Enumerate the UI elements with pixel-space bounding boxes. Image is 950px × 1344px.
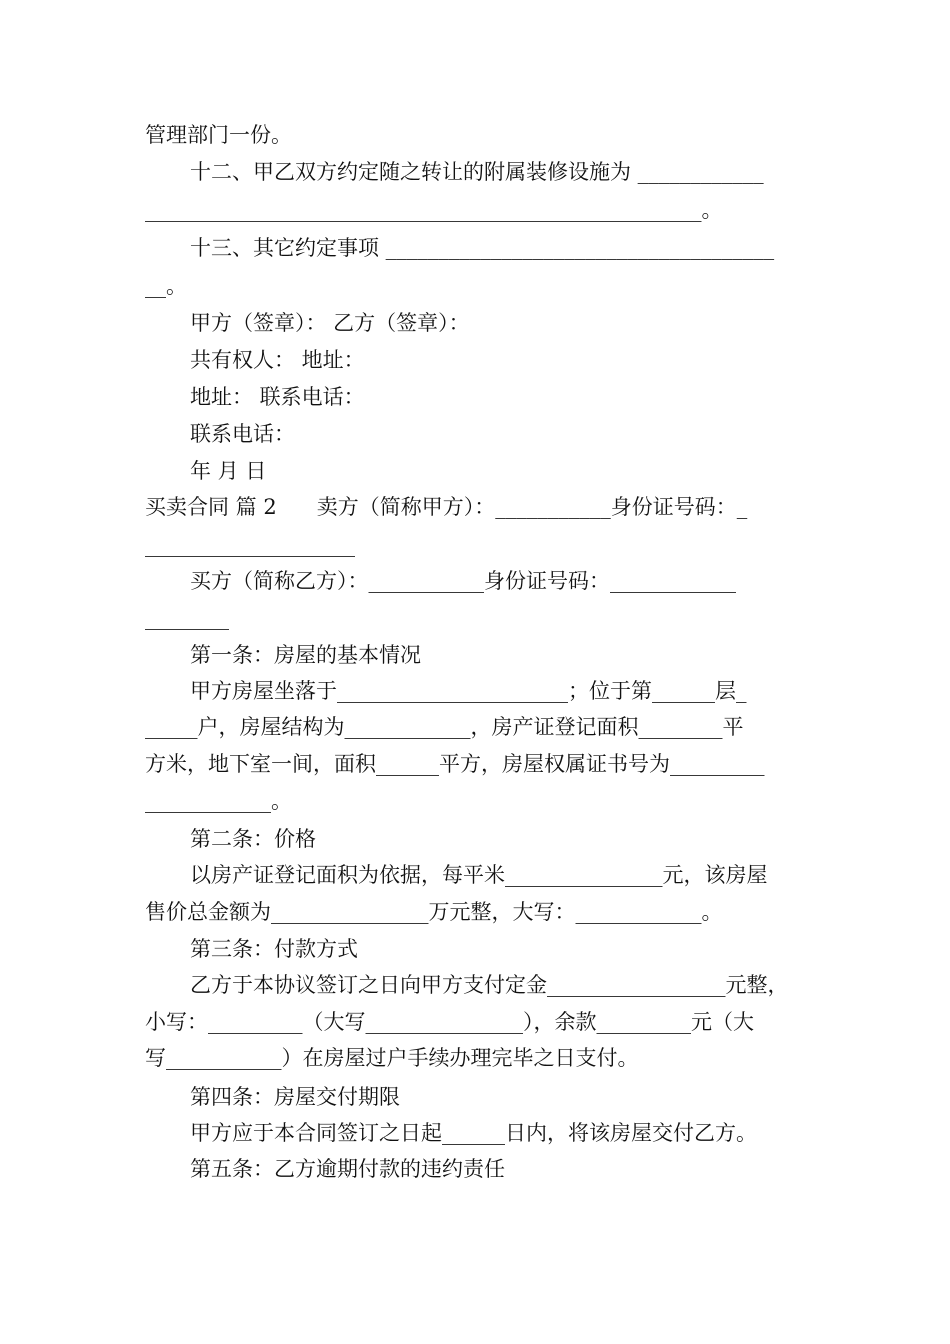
article-heading: 第一条：房屋的基本情况 bbox=[190, 643, 421, 667]
article-heading: 第五条：乙方逾期付款的违约责任 bbox=[190, 1157, 505, 1181]
text-line: ________ bbox=[145, 606, 229, 630]
text-line: 管理部门一份。 bbox=[145, 123, 292, 147]
text-line: 以房产证登记面积为依据，每平米_______________元，该房屋 bbox=[190, 863, 768, 887]
text-line: 甲方（签章）： 乙方（签章）： bbox=[190, 311, 470, 335]
text-line: ____________________ bbox=[145, 533, 355, 557]
article-heading: 第三条：付款方式 bbox=[190, 937, 358, 961]
text-line: 小写：_________（大写_______________），余款_________元（大 bbox=[145, 1010, 754, 1034]
section-heading-line: 买卖合同 篇 2 卖方（简称甲方）：___________身份证号码：_ bbox=[145, 495, 748, 519]
text-line: 年 月 日 bbox=[190, 459, 267, 483]
text-line: __。 bbox=[145, 274, 187, 298]
text-line: 乙方于本协议签订之日向甲方支付定金_________________元整， bbox=[190, 973, 789, 997]
text-line: 写___________）在房屋过户手续办理完毕之日支付。 bbox=[145, 1046, 639, 1070]
text-line: 共有权人： 地址： bbox=[190, 348, 365, 372]
text-line: 买方（简称乙方）：___________身份证号码：____________ bbox=[190, 569, 736, 593]
text-line: _____________________________________________________。 bbox=[145, 198, 723, 222]
article-heading: 第四条：房屋交付期限 bbox=[190, 1085, 400, 1109]
text-line: ____________。 bbox=[145, 789, 292, 813]
text-line: 甲方房屋坐落于______________________；位于第______层_ bbox=[190, 679, 747, 703]
text-line: 十二、甲乙双方约定随之转让的附属装修设施为 ____________ bbox=[190, 160, 764, 184]
text-line: 十三、其它约定事项 _____________________________________ bbox=[190, 236, 775, 260]
text-line: 地址： 联系电话： bbox=[190, 385, 365, 409]
text-line: 联系电话： bbox=[190, 422, 295, 446]
text-line: _____户，房屋结构为____________，房产证登记面积________平 bbox=[145, 715, 744, 739]
text-line: 售价总金额为_______________万元整，大写：____________。 bbox=[145, 900, 723, 924]
text-line: 方米，地下室一间，面积______平方，房屋权属证书号为_________ bbox=[145, 752, 765, 776]
article-heading: 第二条：价格 bbox=[190, 827, 316, 851]
text-line: 甲方应于本合同签订之日起______日内，将该房屋交付乙方。 bbox=[190, 1121, 757, 1145]
